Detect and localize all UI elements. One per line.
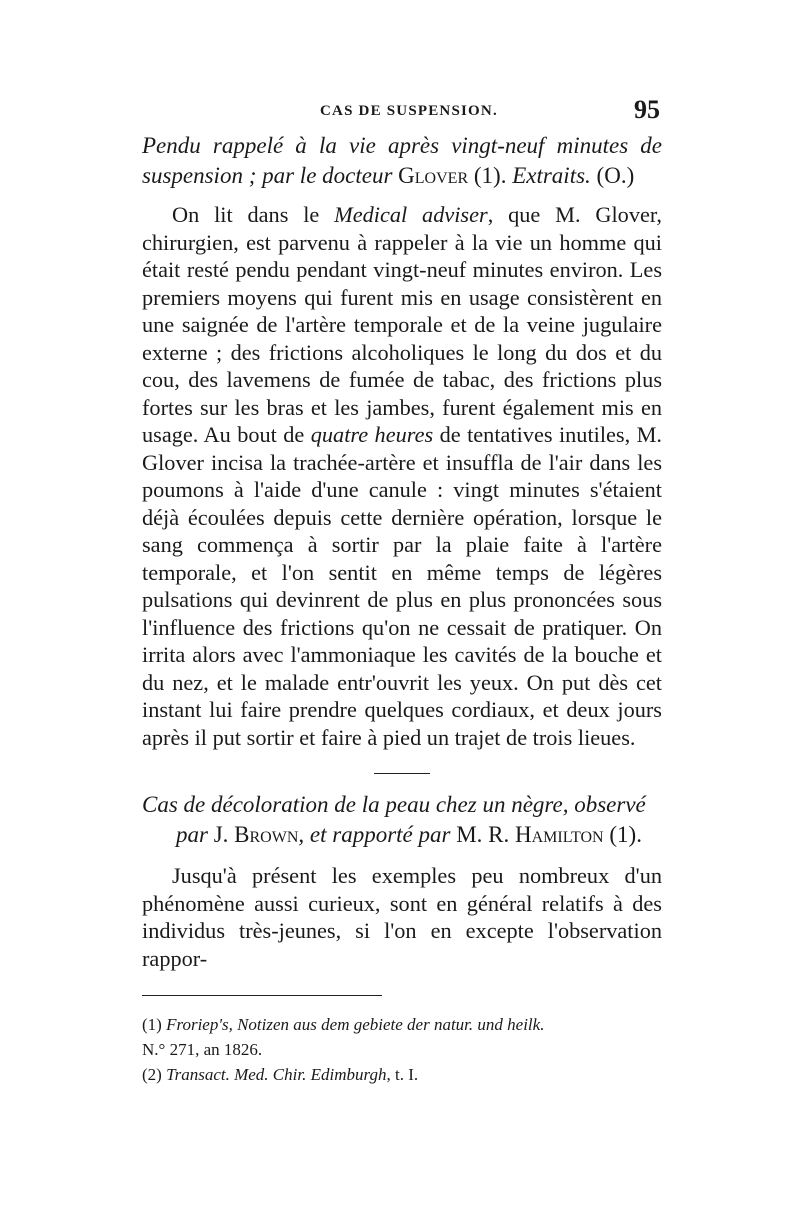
footnote-2-rest: , t. I. [386,1064,419,1084]
section-title-hanged-man [142,131,662,191]
title-ref: (1). [468,163,513,188]
body-paragraph-1 [142,201,662,751]
footnote-rule [142,995,382,996]
running-head-title: CAS DE SUSPENSION. [320,103,498,119]
para-text-c: de tentatives inutiles, M. Glover incisa la trachée-artère et insuffla de l'air dans les poumons à l'aide d'une canule : vingt minutes s'étaient déjà écoulées depuis cette dernière opération, lorsque le sang commença à sortir par la plaie faite à l'artère temporale, et l'on sentit en même temps de légères pulsations qui devinrent de plus en plus prononcées sous l'influence des frictions qu'on ne cessait de pratiquer. On irrita alors avec l'ammoniaque les cavités de la bouche et du nez, et le malade entr'ouvrit les yeux. On put dès cet instant lui faire prendre quelques cordiaux, et deux jours après il put sortir et faire à pied un trajet de trois lieues. [142,422,662,750]
title-code: (O.) [590,163,635,188]
body-paragraph-2: Jusqu'à présent les exemples peu nombreux d'un phénomène aussi curieux, sont en général relatifs à des individus très-jeunes, si l'on en excepte l'observation rappor- [142,863,662,971]
title-extract: Extraits. [512,163,591,188]
footnote-1 [142,1012,662,1062]
running-head [142,95,662,125]
footnote-2-title: Transact. Med. Chir. Edimburgh [166,1064,387,1084]
para-duration: quatre heures [310,422,434,447]
footnote-1-title: Froriep's, Notizen aus dem gebiete der natur. und heilk. [166,1014,545,1034]
title2-line1: Cas de décoloration de la peau chez un nègre, observé [142,792,646,818]
para-text-b: , que M. Glover, chirurgien, est parvenu à rappeler à la vie un homme qui était resté pendu pendant vingt-neuf minutes environ. Les premiers moyens qui furent mis en usage consistèrent en une saignée de l'artère temporale et de la veine jugulaire externe ; des frictions alcoholiques le long du dos et du cou, des lavemens de fumée de tabac, des frictions plus fortes sur les bras et les jambes, furent également mis en usage. Au bout de [142,202,662,447]
title-text: Pendu rappelé à la vie après vingt-neuf minutes de suspension ; par le docteur [142,133,662,188]
footnote-1-rest: N.° 271, an 1826. [142,1039,263,1059]
title-author: Glover [398,163,469,188]
title2-reporter: M. R. Hamilton [456,822,604,848]
footnote-1-number: (1) [142,1014,167,1034]
title2-line2 [142,820,662,850]
book-page [142,95,662,1087]
title2-reported-by: , et rapporté par [298,822,457,848]
para-text-a: On lit dans le [172,202,335,227]
para-source: Medical adviser [334,202,488,227]
section-title-skin-decoloration [142,790,662,850]
page-number: 95 [634,95,660,124]
footnote-2-number: (2) [142,1064,167,1084]
section-divider [374,773,430,774]
title2-observer: J. Brown [213,822,299,848]
title2-by: par [176,822,214,848]
footnote-2 [142,1062,662,1087]
title2-ref: (1). [603,822,642,848]
